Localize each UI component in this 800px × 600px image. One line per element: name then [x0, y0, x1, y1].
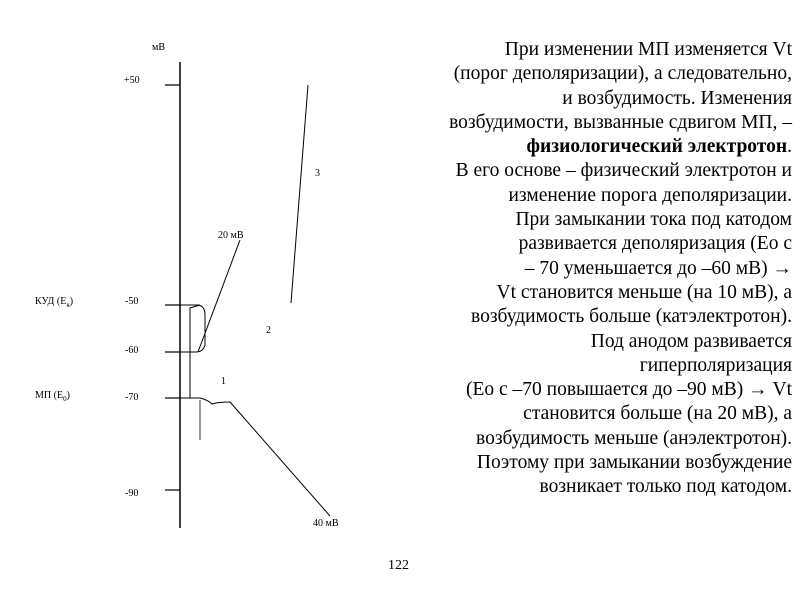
tick-label-minus60: -60 — [125, 345, 139, 356]
mp-label — [35, 390, 70, 405]
text-line-2: (порог деполяризации), а следовательно, — [453, 63, 792, 85]
pointer-40mv — [230, 402, 330, 516]
curve-label-3: 3 — [315, 168, 320, 179]
text-line-14: гиперполяризация — [639, 354, 792, 376]
kud-label-close: ) — [69, 296, 74, 307]
text-line-1: При изменении МП изменяется Vt — [504, 39, 792, 60]
annotation-20mv: 20 мВ — [218, 230, 244, 241]
kud-label-text: КУД (Е — [35, 296, 67, 307]
explanation-text — [318, 38, 792, 500]
text-line-18: Поэтому при замыкании возбуждение — [476, 452, 792, 474]
curve-label-2: 2 — [266, 325, 271, 336]
text-line-15: (Ео с –70 повышается до –90 мВ) → Vt — [465, 379, 792, 401]
annotation-40mv: 40 мВ — [313, 518, 339, 529]
text-line-3: и возбудимость. Изменения — [562, 87, 792, 109]
text-line-11: Vt становится меньше (на 10 мВ), а — [496, 281, 792, 303]
tick-label-minus90: -90 — [125, 488, 139, 499]
text-line-6: В его основе – физический электротон и — [455, 160, 792, 182]
mp-label-text: МП (Е — [35, 390, 64, 401]
tick-label-minus70: -70 — [125, 392, 139, 403]
text-line-5-end: . — [787, 136, 792, 158]
physiological-electrotone-term: физиологический электротон — [526, 136, 788, 158]
page-number: 122 — [388, 558, 409, 573]
mp-label-close: ) — [66, 390, 70, 401]
kud-label — [35, 296, 73, 311]
pointer-20mv — [198, 240, 240, 352]
text-line-5 — [318, 135, 792, 159]
axis-unit-label: мВ — [152, 42, 165, 53]
text-line-7: изменение порога деполяризации. — [508, 184, 792, 206]
text-line-13: Под анодом развивается — [590, 330, 792, 352]
kud-label-sub: к — [66, 301, 70, 309]
hyperpolarization-curve — [180, 398, 230, 404]
text-line-19: возникает только под катодом. — [539, 476, 792, 498]
text-line-8: При замыкании тока под катодом — [515, 209, 792, 231]
text-line-10: – 70 уменьшается до –60 мВ) → — [524, 257, 792, 279]
text-line-12: возбудимость больше (катэлектротон). — [471, 306, 792, 328]
curve-label-1: 1 — [221, 376, 226, 387]
tick-label-minus50: -50 — [125, 296, 139, 307]
text-line-16: становится больше (на 20 мВ), а — [523, 403, 792, 425]
curve-2 — [180, 305, 205, 352]
text-line-9: развивается деполяризация (Ео с — [518, 233, 792, 255]
text-line-17: возбудимость меньше (анэлектротон). — [476, 427, 792, 449]
tick-label-plus50: +50 — [124, 75, 140, 86]
text-line-4: возбудимости, вызванные сдвигом МП, – — [449, 111, 792, 133]
mp-label-sub: 0 — [63, 395, 67, 403]
curve-3 — [291, 85, 308, 303]
